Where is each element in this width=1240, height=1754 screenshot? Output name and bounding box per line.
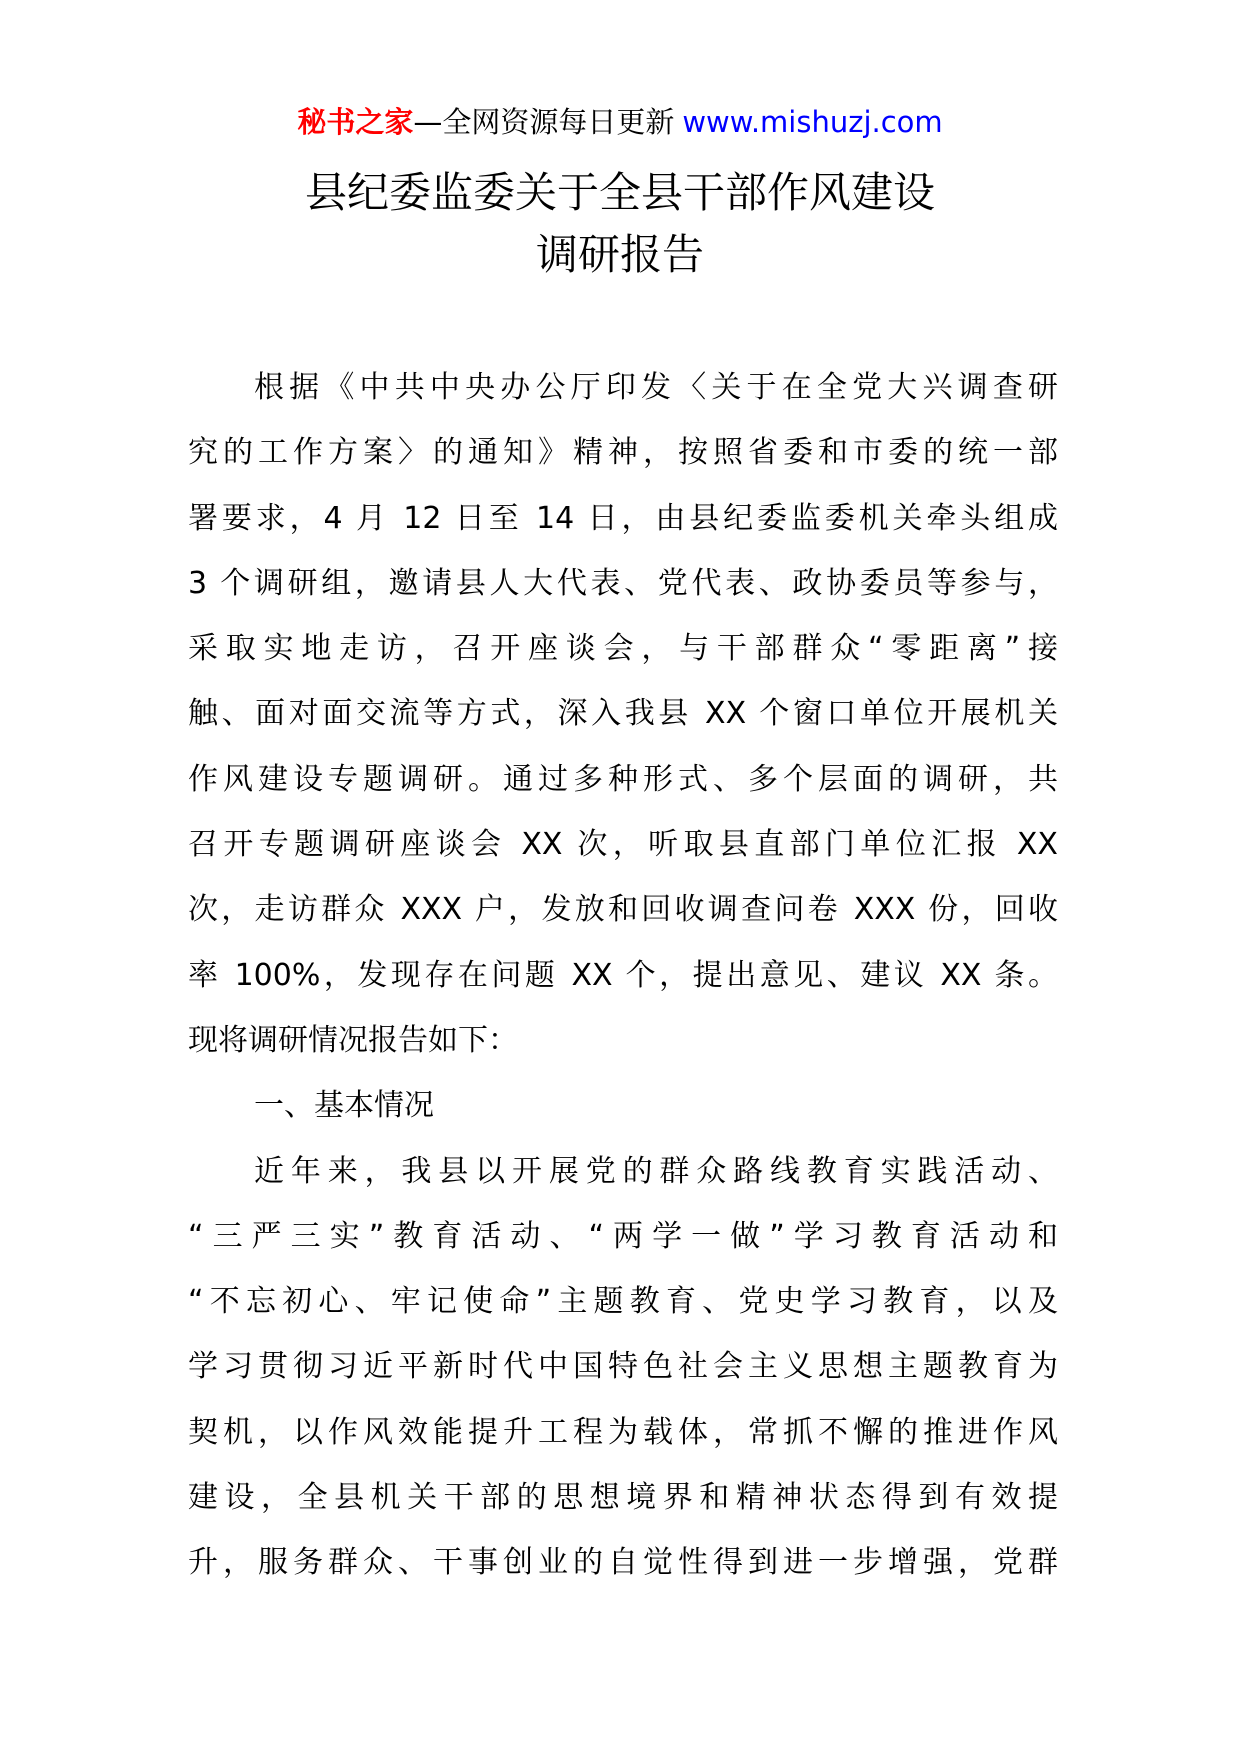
body-line: 次，走访群众 XXX 户，发放和回收调查问卷 XXX 份，回收 xyxy=(188,892,1058,928)
body-line: 触、面对面交流等方式，深入我县 XX 个窗口单位开展机关 xyxy=(188,696,1058,732)
site-link[interactable]: www.mishuzj.com xyxy=(682,105,943,139)
section-heading: 一、基本情况 xyxy=(254,1088,434,1124)
body-line: 契机，以作风效能提升工程为载体，常抓不懈的推进作风 xyxy=(188,1414,1058,1450)
body-line: 3 个调研组，邀请县人大代表、党代表、政协委员等参与， xyxy=(188,565,1058,601)
body-line: 根据《中共中央办公厅印发〈关于在全党大兴调查研 xyxy=(254,370,1058,405)
document-body xyxy=(188,355,1058,1596)
body-line: 作风建设专题调研。通过多种形式、多个层面的调研，共 xyxy=(188,761,1058,797)
body-line: 究的工作方案〉的通知》精神，按照省委和市委的统一部 xyxy=(188,435,1058,471)
body-line: 召开专题调研座谈会 XX 次，听取县直部门单位汇报 XX xyxy=(188,827,1058,863)
body-line: “三严三实”教育活动、“两学一做”学习教育活动和 xyxy=(188,1218,1058,1254)
body-line: 现将调研情况报告如下： xyxy=(188,1022,518,1058)
title-line-1: 县纪委监委关于全县干部作风建设 xyxy=(304,168,935,217)
body-line: 采取实地走访，召开座谈会，与干部群众“零距离”接 xyxy=(188,631,1058,667)
header-tagline: —全网资源每日更新 xyxy=(413,105,675,139)
body-line: “不忘初心、牢记使命”主题教育、党史学习教育，以及 xyxy=(188,1284,1058,1320)
body-line: 升，服务群众、干事创业的自觉性得到进一步增强，党群 xyxy=(188,1545,1058,1581)
document-title xyxy=(0,162,1240,286)
title-line-2: 调研报告 xyxy=(535,230,704,279)
body-line: 近年来，我县以开展党的群众路线教育实践活动、 xyxy=(254,1153,1058,1189)
body-line: 建设，全县机关干部的思想境界和精神状态得到有效提 xyxy=(188,1480,1058,1516)
body-line: 学习贯彻习近平新时代中国特色社会主义思想主题教育为 xyxy=(188,1349,1058,1385)
watermark-header xyxy=(0,100,1240,144)
body-line: 署要求，4 月 12 日至 14 日，由县纪委监委机关牵头组成 xyxy=(188,500,1058,536)
brand-name: 秘书之家 xyxy=(297,105,414,139)
body-line: 率 100%，发现存在问题 XX 个，提出意见、建议 XX 条。 xyxy=(188,957,1058,993)
